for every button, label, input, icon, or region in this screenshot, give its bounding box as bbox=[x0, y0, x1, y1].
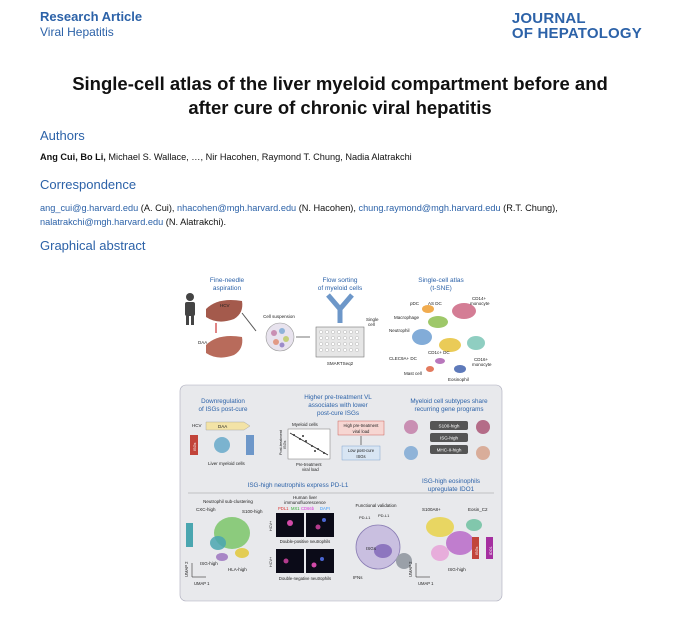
fna-title-line1: Fine-needle bbox=[209, 277, 245, 284]
p2-xaxis-line2: viral load bbox=[302, 467, 319, 472]
graphical-abstract-figure bbox=[178, 265, 504, 603]
neutrophil-isg-bar bbox=[186, 523, 193, 547]
article-type-label: Research Article bbox=[40, 9, 143, 24]
authors-bold-names: Ang Cui, Bo Li, bbox=[40, 152, 106, 162]
graphical-abstract-svg bbox=[178, 265, 504, 603]
s100-label: S100-high bbox=[242, 509, 263, 514]
tsne-eosinophil-label: Eosinophil bbox=[448, 377, 469, 382]
cell-suspension-icon bbox=[266, 323, 294, 351]
correspondence-list bbox=[40, 201, 645, 229]
email-link[interactable]: chung.raymond@mgh.harvard.edu bbox=[358, 203, 501, 213]
p1-daa-arrow bbox=[206, 422, 250, 430]
double-positive-label: Double-positive neutrophils bbox=[279, 539, 331, 544]
double-negative-label: Double-negative neutrophils bbox=[278, 576, 332, 581]
cxc-label: CXC-high bbox=[196, 507, 216, 512]
p2-title-line3: post-cure ISGs bbox=[317, 410, 359, 417]
pdl1-label-2: PD-L1 bbox=[378, 513, 390, 518]
cell-suspension-label: Cell suspension bbox=[263, 314, 295, 319]
journal-logo-line1: JOURNAL bbox=[511, 10, 586, 27]
p2-low-line1: Low post-cure bbox=[347, 448, 375, 453]
smartseq-label: SMARTSeq2 bbox=[326, 361, 354, 366]
functional-validation-label: Functional validation bbox=[355, 503, 397, 508]
tsne-cd16-label-line2: monocyte bbox=[472, 362, 492, 367]
eos-isg-label: ISGs bbox=[475, 546, 479, 555]
if-stain-pdl1: PDL1 bbox=[278, 506, 289, 511]
eos-isg-high-label: ISG-high bbox=[448, 567, 466, 572]
if-stain-cd66b: CD66b bbox=[301, 506, 315, 511]
isgs-label: ISGs bbox=[366, 546, 377, 551]
article-title-line1: Single-cell atlas of the liver myeloid compartment before and bbox=[72, 73, 608, 94]
p3-cell-icon bbox=[476, 420, 490, 434]
person-icon bbox=[185, 293, 195, 325]
section-label: Viral Hepatitis bbox=[40, 25, 114, 39]
p1-title-line2: of ISGs post-cure bbox=[198, 406, 248, 413]
article-title-line2: after cure of chronic viral hepatitis bbox=[188, 97, 492, 118]
authors-list bbox=[40, 152, 412, 162]
p2-high-line2: viral load bbox=[352, 429, 370, 434]
flow-sorter-icon bbox=[328, 295, 352, 309]
hla-high-label: HLA-high bbox=[228, 567, 247, 572]
journal-logo bbox=[512, 11, 642, 41]
p2-title-line2: associates with lower bbox=[308, 402, 368, 409]
p3-s100-label: S100-high bbox=[438, 423, 460, 429]
fna-title-line2: aspiration bbox=[212, 285, 242, 292]
needle-line bbox=[242, 313, 256, 331]
email-owner: (N. Alatrakchi). bbox=[163, 217, 227, 227]
eosin-c2-label: Eosin_C2 bbox=[468, 507, 488, 512]
tsne-macrophage-label: Macrophage bbox=[394, 315, 420, 320]
single-cell-label-line1: Single bbox=[366, 317, 379, 322]
journal-logo-line2: OF HEPATOLOGY bbox=[511, 25, 642, 42]
eos-umap2-label: UMAP 2 bbox=[408, 561, 413, 577]
tsne-neutrophil-label: Neutrophil bbox=[389, 328, 410, 333]
authors-other-names: Michael S. Wallace, …, Nir Hacohen, Raymond T. Chung, Nadia Alatrakchi bbox=[105, 152, 412, 162]
p2-high-line1: High pre-treatment bbox=[343, 423, 379, 428]
if-image-top-right bbox=[306, 513, 334, 537]
liver-daa-icon bbox=[206, 336, 242, 358]
pdl1-label: PD-L1 bbox=[359, 515, 371, 520]
single-cell-label-line2: cell bbox=[368, 322, 375, 327]
fna-hcv-label: HCV bbox=[220, 303, 230, 308]
p3-cell-icon bbox=[404, 420, 418, 434]
umap2-label: UMAP 2 bbox=[184, 561, 189, 577]
p3-isg-label: ISG-high bbox=[439, 435, 459, 441]
email-link[interactable]: nalatrakchi@mgh.harvard.edu bbox=[40, 217, 164, 227]
tsne-cd1c-label: CD1c+ DC bbox=[428, 350, 450, 355]
p1-daa-label: DAA bbox=[218, 424, 228, 429]
ifns-label: IFNs bbox=[353, 575, 363, 580]
p1-isg-down-bar bbox=[246, 435, 254, 455]
ido1-label: IDO1 bbox=[489, 546, 493, 555]
p2-myeloid-label: Myeloid cells bbox=[292, 422, 318, 427]
flow-title-line2: of myeloid cells bbox=[317, 285, 363, 292]
p3-title-line1: Myeloid cell subtypes share bbox=[410, 398, 488, 405]
eosinophil-title-line1: ISG-high eosinophils bbox=[421, 478, 481, 485]
authors-heading: Authors bbox=[40, 128, 85, 143]
s100a8-label: S100A8+ bbox=[422, 507, 441, 512]
eosinophil-title-line2: upregulate IDO1 bbox=[427, 486, 475, 493]
email-owner: (A. Cui), bbox=[138, 203, 178, 213]
if-hcv-label-bottom: HCV+ bbox=[269, 556, 273, 567]
p1-hcv-label: HCV bbox=[192, 423, 202, 428]
correspondence-heading: Correspondence bbox=[40, 177, 137, 192]
atlas-title-line1: Single-cell atlas bbox=[418, 277, 464, 284]
flow-title-line1: Flow sorting bbox=[322, 277, 358, 284]
if-stain-mx1: MX1 bbox=[291, 506, 300, 511]
isg-high-label: ISG-high bbox=[200, 561, 218, 566]
eos-umap1-label: UMAP 1 bbox=[418, 581, 434, 586]
p2-xaxis-line1: Pre-treatment bbox=[296, 462, 322, 467]
p3-cell-icon bbox=[476, 446, 490, 460]
if-stain-dapi: DAPI bbox=[320, 506, 330, 511]
p2-low-line2: ISGs bbox=[356, 454, 366, 459]
tsne-asdc-label: AS DC bbox=[428, 301, 442, 306]
fna-daa-label: DAA bbox=[198, 340, 208, 345]
p3-title-line2: recurring gene programs bbox=[414, 406, 484, 413]
email-owner: (N. Hacohen), bbox=[296, 203, 359, 213]
email-owner: (R.T. Chung), bbox=[500, 203, 558, 213]
nucleus-icon bbox=[374, 544, 392, 558]
if-title-line1: Human liver bbox=[292, 495, 318, 500]
if-hcv-label-top: HCV+ bbox=[269, 520, 273, 531]
p2-yaxis-line1: Post-treatment bbox=[279, 430, 283, 455]
if-title-line2: immunofluorescence bbox=[284, 500, 326, 505]
p1-myeloid-cell-icon bbox=[214, 437, 230, 453]
tsne-clec9a-label: CLEC9A+ DC bbox=[389, 356, 417, 361]
if-image-bottom-right bbox=[306, 549, 334, 573]
email-link[interactable]: nhacohen@mgh.harvard.edu bbox=[177, 203, 297, 213]
tsne-cd14-label-line1: CD14+ bbox=[472, 296, 487, 301]
email-link[interactable]: ang_cui@g.harvard.edu bbox=[40, 203, 139, 213]
tsne-mast-label: Mast cell bbox=[404, 371, 422, 376]
if-image-bottom-left bbox=[276, 549, 304, 573]
p1-isg-label: ISGs bbox=[193, 442, 197, 451]
neutrophil-section-title: ISG-high neutrophils express PD-L1 bbox=[247, 482, 349, 489]
p2-title-line1: Higher pre-treatment VL bbox=[304, 394, 372, 401]
tsne-pdc-label: pDC bbox=[410, 301, 420, 306]
sub-clustering-label: Neutrophil sub-clustering bbox=[203, 499, 253, 504]
p1-liver-label: Liver myeloid cells bbox=[208, 461, 245, 466]
atlas-title-line2: (t-SNE) bbox=[430, 285, 452, 292]
tsne-cd14-label-line2: monocyte bbox=[470, 301, 490, 306]
p2-yaxis-line2: ISGs bbox=[283, 440, 287, 449]
p3-cell-icon bbox=[404, 446, 418, 460]
p1-title-line1: Downregulation bbox=[201, 398, 245, 405]
tsne-cd16-label-line1: CD16+ bbox=[474, 357, 489, 362]
journal-header-left bbox=[40, 9, 142, 40]
p3-mhc-label: MHC-II-high bbox=[436, 447, 462, 453]
umap1-label: UMAP 1 bbox=[194, 581, 210, 586]
article-title bbox=[20, 72, 660, 120]
graphical-abstract-heading: Graphical abstract bbox=[40, 238, 146, 253]
